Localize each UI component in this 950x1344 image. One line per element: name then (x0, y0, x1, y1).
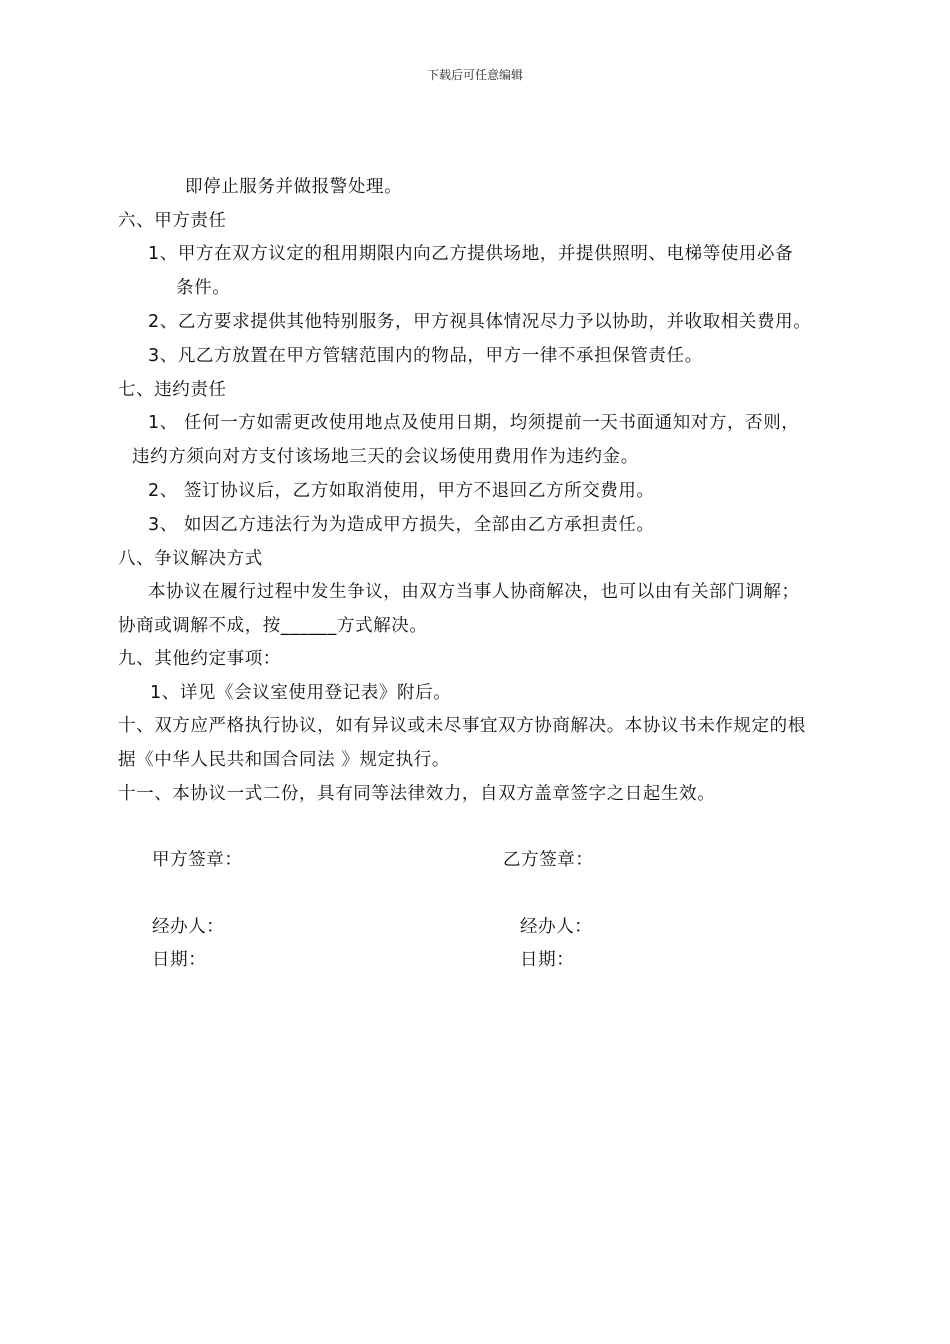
party-b-seal-label: 乙方签章： (503, 850, 594, 870)
section-6-item-1: 1、甲方在双方议定的租用期限内向乙方提供场地，并提供照明、电梯等使用必备 (148, 244, 794, 264)
party-a-seal-label: 甲方签章： (152, 850, 243, 870)
page-header: 下载后可任意编辑 (426, 68, 523, 82)
continued-line: 即停止服务并做报警处理。 (185, 177, 403, 197)
section-8-text-cont: 协商或调解不成，按______方式解决。 (118, 616, 428, 636)
section-9-title: 九、其他约定事项： (118, 649, 281, 669)
section-6-item-2: 2、乙方要求提供其他特别服务，甲方视具体情况尽力予以协助，并收取相关费用。 (148, 312, 812, 332)
party-a-handler-label: 经办人： (152, 917, 225, 937)
section-7-item-1: 1、 任何一方如需更改使用地点及使用日期，均须提前一天书面通知对方，否则， (148, 413, 800, 433)
section-6-item-1-cont: 条件。 (176, 278, 231, 298)
party-b-date-label: 日期： (520, 950, 575, 970)
section-10-cont: 据《中华人民共和国合同法 》规定执行。 (118, 750, 450, 770)
section-7-item-3: 3、 如因乙方违法行为为造成甲方损失，全部由乙方承担责任。 (148, 515, 655, 535)
party-b-handler-label: 经办人： (520, 917, 593, 937)
section-11: 十一、本协议一式二份，具有同等法律效力，自双方盖章签字之日起生效。 (118, 784, 716, 804)
section-7-title: 七、违约责任 (118, 380, 227, 400)
section-6-item-3: 3、凡乙方放置在甲方管辖范围内的物品，甲方一律不承担保管责任。 (148, 346, 703, 366)
section-8-title: 八、争议解决方式 (118, 549, 263, 569)
section-6-title: 六、甲方责任 (118, 211, 227, 231)
section-8-text: 本协议在履行过程中发生争议，由双方当事人协商解决，也可以由有关部门调解； (148, 582, 800, 602)
section-7-item-2: 2、 签订协议后，乙方如取消使用，甲方不退回乙方所交费用。 (148, 481, 655, 501)
party-a-date-label: 日期： (152, 950, 207, 970)
section-10: 十、双方应严格执行协议，如有异议或未尽事宜双方协商解决。本协议书未作规定的根 (118, 716, 806, 736)
section-9-item-1: 1、详见《会议室使用登记表》附后。 (150, 683, 452, 703)
section-7-item-1-cont: 违约方须向对方支付该场地三天的会议场使用费用作为违约金。 (132, 447, 639, 467)
